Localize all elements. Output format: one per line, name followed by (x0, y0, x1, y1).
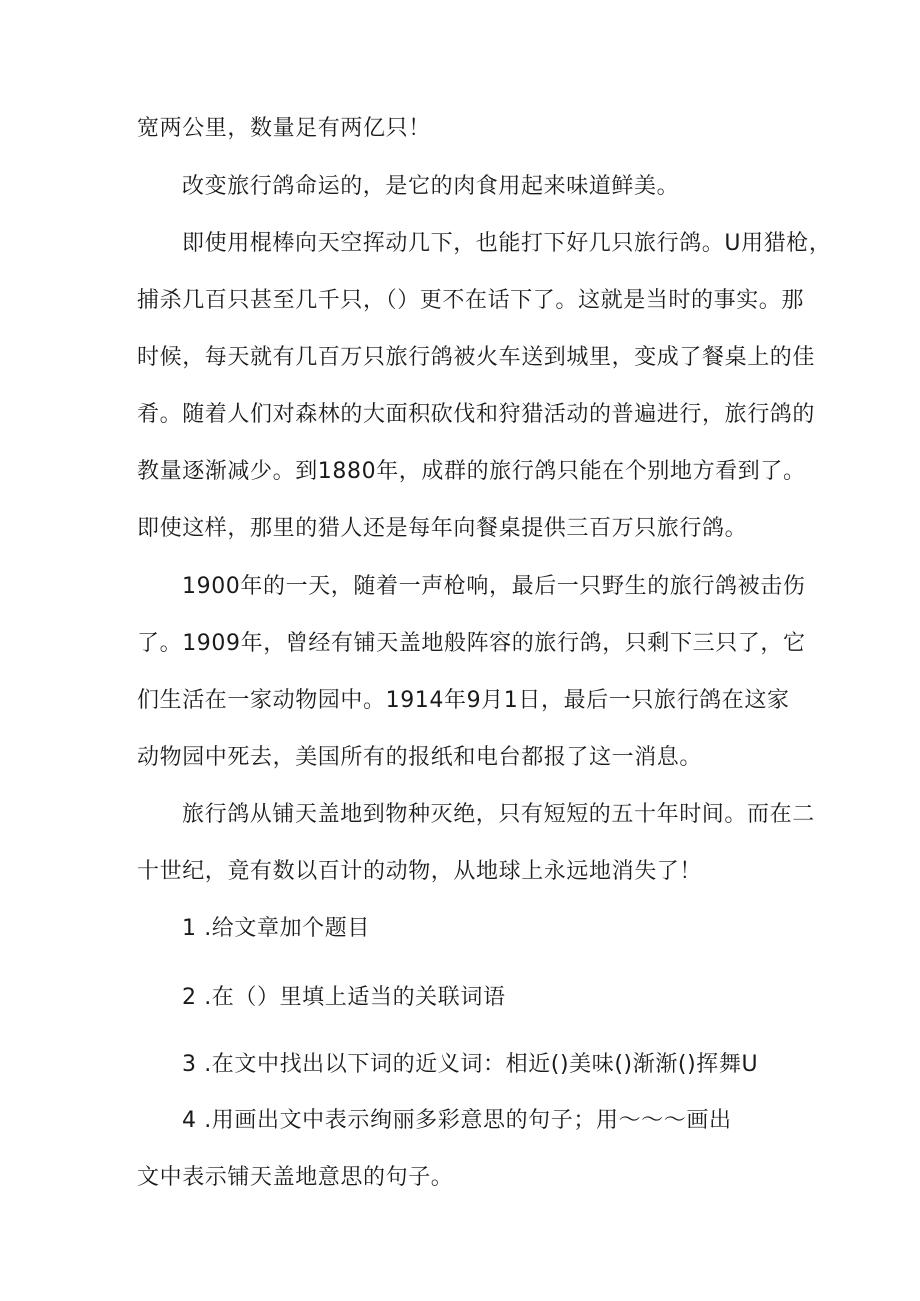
question-item: 1 .给文章加个题目 (182, 916, 370, 941)
text-line: 们生活在一家动物园中。1914年9月1日，最后一只旅行鸽在这家 (137, 688, 790, 713)
question-item: 2 .在（）里填上适当的关联词语 (182, 985, 506, 1010)
text-line: 肴。随着人们对森林的大面积砍伐和狩猎活动的普遍进行，旅行鸽的 (137, 402, 816, 427)
text-line: 捕杀几百只甚至几千只，（）更不在话下了。这就是当时的事实。那 (137, 288, 805, 313)
text-line: 1900年的一天，随着一声枪响，最后一只野生的旅行鸽被击伤 (182, 574, 806, 599)
question-continuation: 文中表示铺天盖地意思的句子。 (137, 1165, 454, 1190)
question-item: 4 .用画出文中表示绚丽多彩意思的句子；用～～～画出 (182, 1108, 732, 1133)
text-line: 了。1909年，曾经有铺天盖地般阵容的旅行鸽，只剩下三只了，它 (137, 631, 806, 656)
text-line: 时候，每天就有几百万只旅行鸽被火车送到城里，变成了餐桌上的佳 (137, 345, 816, 370)
text-line: 改变旅行鸽命运的，是它的肉食用起来味道鲜美。 (182, 174, 680, 199)
text-line: 即使这样，那里的猎人还是每年向餐桌提供三百万只旅行鸽。 (137, 516, 748, 541)
text-line: 即使用棍棒向天空挥动几下，也能打下好几只旅行鸽。U用猎枪， (182, 231, 832, 256)
text-line: 动物园中死去，美国所有的报纸和电台都报了这一消息。 (137, 745, 703, 770)
text-line: 十世纪，竟有数以百计的动物，从地球上永远地消失了！ (137, 859, 703, 884)
question-item: 3 .在文中找出以下词的近义词：相近()美味()渐渐()挥舞U (182, 1052, 759, 1077)
text-line: 教量逐渐减少。到1880年，成群的旅行鸽只能在个别地方看到了。 (137, 459, 806, 484)
text-line: 宽两公里，数量足有两亿只！ (137, 116, 431, 141)
text-line: 旅行鸽从铺天盖地到物种灭绝，只有短短的五十年时间。而在二 (182, 802, 815, 827)
